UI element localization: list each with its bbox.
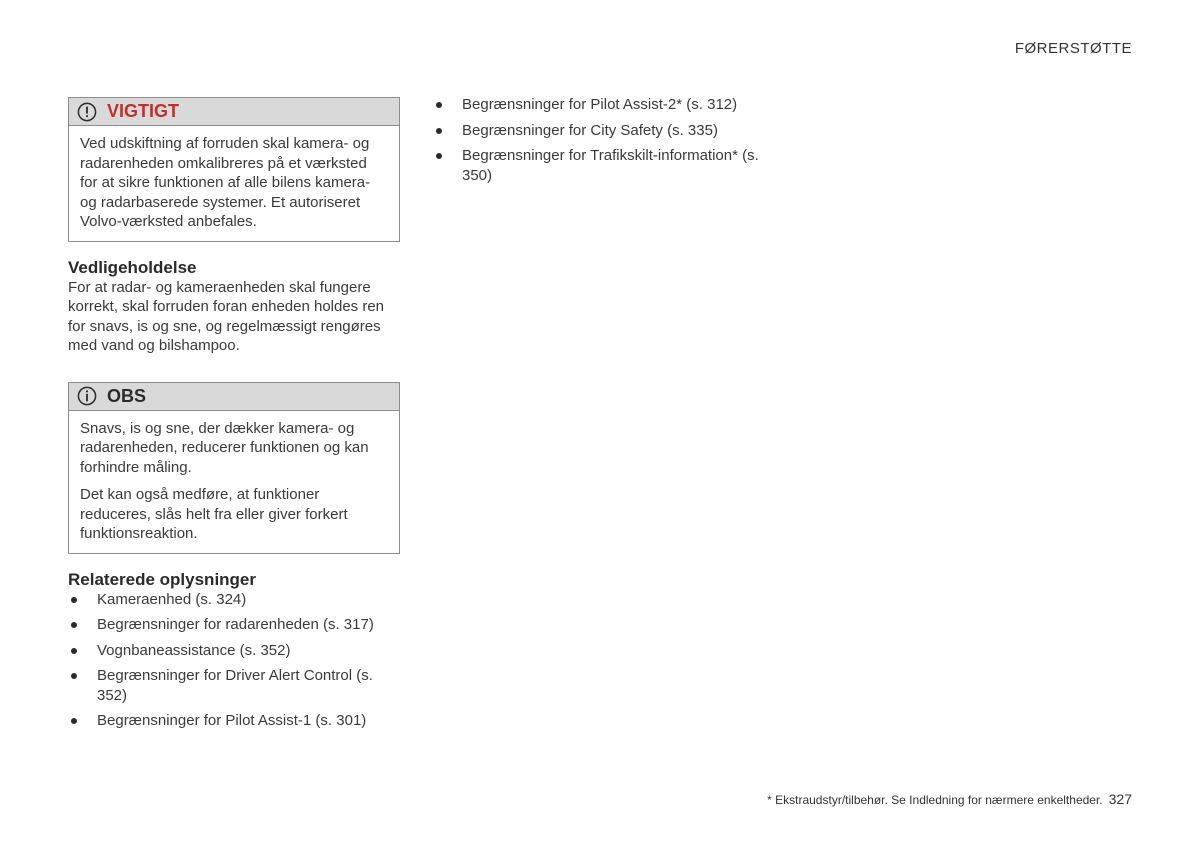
bullet-icon <box>71 648 77 654</box>
maintenance-text: For at radar- og kameraenheden skal fungere korrekt, skal forruden foran enheden holdes ren for snavs, is og sne, og regelmæssigt rengøres med vand og bilshampoo. <box>68 278 385 354</box>
related-list-right <box>433 95 763 185</box>
note-paragraph: Snavs, is og sne, der dækker kamera- og radarenheden, reducerer funktionen og kan forhindre måling. <box>80 419 369 476</box>
related-link[interactable]: Begrænsninger for Pilot Assist-2* (s. 312) <box>433 95 763 115</box>
note-paragraph: Det kan også medføre, at funktioner reduceres, slås helt fra eller giver forkert funktionsreaktion. <box>80 486 348 542</box>
right-column <box>433 95 763 191</box>
section-title: FØRERSTØTTE <box>1014 40 1132 57</box>
left-column <box>68 97 400 737</box>
bullet-icon <box>71 622 77 628</box>
page-number: 327 <box>1108 791 1132 807</box>
warning-body <box>69 126 399 241</box>
related-link[interactable]: Vognbaneassistance (s. 352) <box>68 641 400 661</box>
bullet-icon <box>71 718 77 724</box>
maintenance-heading: Vedligeholdelse <box>68 257 197 277</box>
warning-box <box>68 97 400 242</box>
related-link[interactable]: Begrænsninger for Trafikskilt-information* (s. 350) <box>433 146 763 185</box>
warning-title: VIGTIGT <box>107 101 179 121</box>
related-list-left <box>68 590 400 731</box>
related-link[interactable]: Begrænsninger for radarenheden (s. 317) <box>68 615 400 635</box>
note-box <box>68 382 400 554</box>
related-heading: Relaterede oplysninger <box>68 569 257 589</box>
bullet-icon <box>71 597 77 603</box>
related-link[interactable]: Begrænsninger for Driver Alert Control (s. 352) <box>68 666 400 705</box>
bullet-icon <box>71 673 77 679</box>
footnote-text: * Ekstraudstyr/tilbehør. Se Indledning for nærmere enkeltheder. <box>767 793 1103 807</box>
bullet-icon <box>436 102 442 108</box>
info-circle-icon <box>77 386 97 406</box>
warning-text: Ved udskiftning af forruden skal kamera- og radarenheden omkalibreres på et værksted for at sikre funktionen af alle bilens kamera- og radarbaserede systemer. Et autoriseret Volvo-værksted anbefales. <box>80 135 371 230</box>
footer <box>767 791 1132 807</box>
note-box-header <box>69 383 399 411</box>
bullet-icon <box>436 128 442 134</box>
warning-box-header <box>69 98 399 126</box>
note-body <box>69 411 399 553</box>
related-link[interactable]: Kameraenhed (s. 324) <box>68 590 400 610</box>
related-link[interactable]: Begrænsninger for Pilot Assist-1 (s. 301) <box>68 711 400 731</box>
exclamation-circle-icon <box>77 102 97 122</box>
related-link[interactable]: Begrænsninger for City Safety (s. 335) <box>433 121 763 141</box>
note-title: OBS <box>107 385 147 406</box>
bullet-icon <box>436 153 442 159</box>
